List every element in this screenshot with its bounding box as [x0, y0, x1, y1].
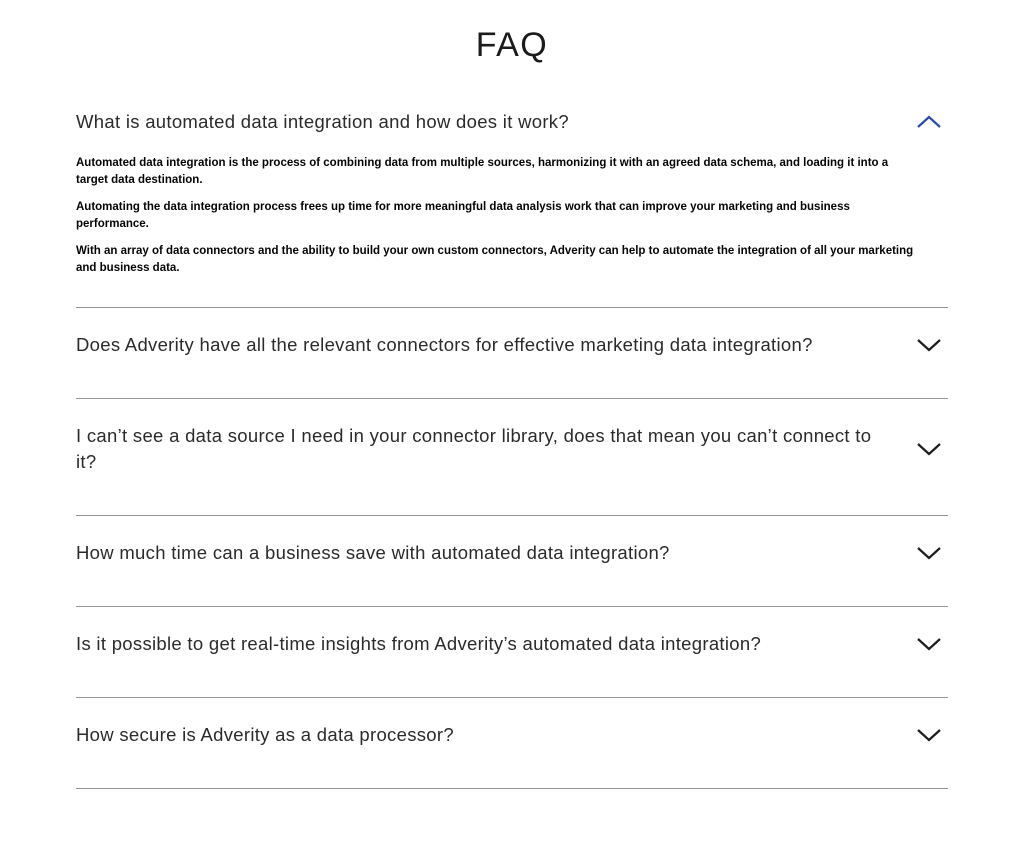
bottom-spacer	[76, 789, 948, 855]
faq-page	[76, 26, 948, 855]
faq-list	[76, 65, 948, 789]
accordion-header[interactable]	[76, 399, 948, 515]
faq-item	[76, 308, 948, 399]
page-title: FAQ	[475, 26, 549, 64]
chevron-down-icon[interactable]	[916, 637, 942, 651]
accordion-header[interactable]	[76, 698, 948, 788]
accordion-header[interactable]	[76, 65, 948, 135]
chevron-down-icon[interactable]	[916, 728, 942, 742]
answer-paragraph: Automating the data integration process frees up time for more meaningful data analysis work that can improve your marketing and business performance.	[76, 201, 850, 230]
answer-paragraph: With an array of data connectors and the ability to build your own custom connectors, Adverity can help to automate the integration of all your marketing and business data.	[76, 245, 914, 274]
chevron-down-icon[interactable]	[916, 442, 942, 456]
faq-question[interactable]: How secure is Adverity as a data processor?	[76, 724, 454, 745]
accordion-header[interactable]	[76, 607, 948, 697]
accordion-header[interactable]	[76, 516, 948, 606]
chevron-down-icon[interactable]	[916, 338, 942, 352]
faq-answer	[76, 155, 948, 307]
faq-item	[76, 399, 948, 516]
faq-item	[76, 698, 948, 789]
accordion-header[interactable]	[76, 308, 948, 398]
chevron-down-icon[interactable]	[916, 546, 942, 560]
faq-item	[76, 65, 948, 308]
faq-question[interactable]: Is it possible to get real-time insights from Adverity’s automated data integration?	[76, 633, 762, 654]
faq-question[interactable]: Does Adverity have all the relevant connectors for effective marketing data integration?	[76, 334, 813, 355]
faq-question[interactable]: How much time can a business save with automated data integration?	[76, 542, 670, 563]
answer-paragraph: Automated data integration is the process of combining data from multiple sources, harmonizing it with an agreed data schema, and loading it into a target data destination.	[76, 157, 889, 186]
faq-item	[76, 607, 948, 698]
chevron-up-icon[interactable]	[916, 115, 942, 129]
faq-question[interactable]: What is automated data integration and how does it work?	[76, 111, 569, 132]
faq-question[interactable]: I can’t see a data source I need in your connector library, does that mean you can’t connect to it?	[76, 425, 872, 472]
faq-item	[76, 516, 948, 607]
